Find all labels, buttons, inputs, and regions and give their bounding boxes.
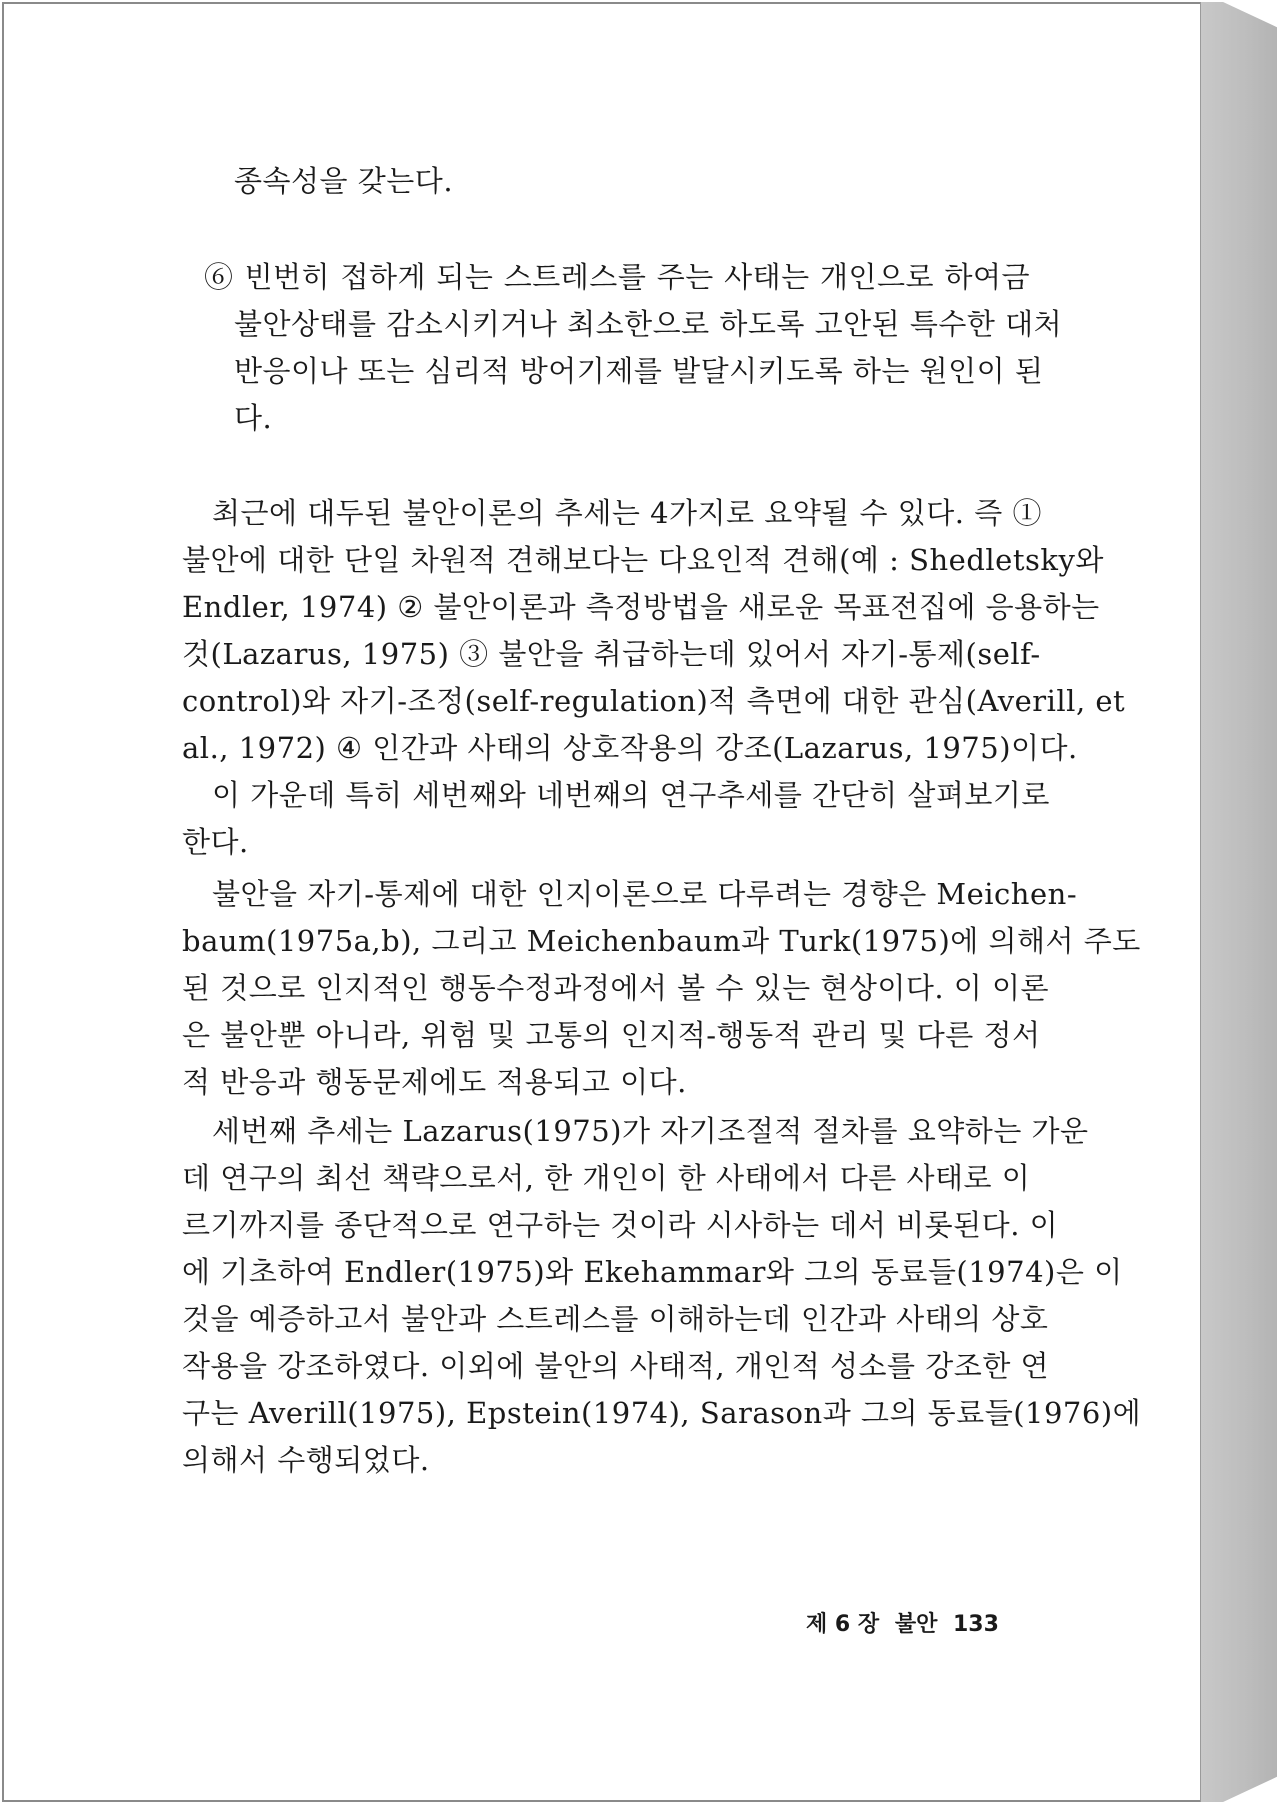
text-line: 종속성을 갖는다.	[234, 164, 454, 198]
text-line: 것(Lazarus, 1975) ③ 불안을 취급하는데 있어서 자기-통제(self-	[182, 637, 1041, 671]
text-line: 작용을 강조하였다. 이외에 불안의 사태적, 개인적 성소를 강조한 연	[182, 1349, 1050, 1383]
text-line: ⑥ 빈번히 접하게 되는 스트레스를 주는 사태는 개인으로 하여금	[204, 260, 1030, 294]
page-number: 133	[953, 1612, 999, 1637]
page-stack-edge	[1200, 2, 1277, 1802]
text-line: baum(1975a,b), 그리고 Meichenbaum과 Turk(1975)에 의해서 주도	[182, 924, 1141, 958]
text-line: 최근에 대두된 불안이론의 추세는 4가지로 요약될 수 있다. 즉 ①	[212, 496, 1042, 530]
footer-title: 불안	[894, 1612, 938, 1637]
footer-chapter: 제 6 장	[806, 1612, 880, 1637]
text-line: 한다.	[182, 825, 249, 859]
text-line: 구는 Averill(1975), Epstein(1974), Sarason과 그의 동료들(1976)에	[182, 1396, 1142, 1430]
text-line: Endler, 1974) ② 불안이론과 측정방법을 새로운 목표전집에 응용하는	[182, 590, 1100, 624]
text-line: control)와 자기-조정(self-regulation)적 측면에 대한 관심(Averill, et	[182, 684, 1126, 718]
text-line: 다.	[234, 401, 273, 435]
text-line: 르기까지를 종단적으로 연구하는 것이라 시사하는 데서 비롯된다. 이	[182, 1208, 1059, 1242]
text-line: 반응이나 또는 심리적 방어기제를 발달시키도록 하는 원인이 된	[234, 354, 1044, 388]
text-line: 데 연구의 최선 책략으로서, 한 개인이 한 사태에서 다른 사태로 이	[182, 1161, 1031, 1195]
text-line: 세번째 추세는 Lazarus(1975)가 자기조절적 절차를 요약하는 가운	[212, 1114, 1089, 1148]
text-line: 불안을 자기-통제에 대한 인지이론으로 다루려는 경향은 Meichen-	[212, 877, 1078, 911]
text-line: al., 1972) ④ 인간과 사태의 상호작용의 강조(Lazarus, 1975)이다.	[182, 731, 1078, 765]
text-line: 것을 예증하고서 불안과 스트레스를 이해하는데 인간과 사태의 상호	[182, 1302, 1049, 1336]
text-line: 이 가운데 특히 세번째와 네번째의 연구추세를 간단히 살펴보기로	[212, 778, 1050, 812]
text-line: 에 기초하여 Endler(1975)와 Ekehammar와 그의 동료들(1974)은 이	[182, 1255, 1123, 1289]
text-line: 불안에 대한 단일 차원적 견해보다는 다요인적 견해(예 : Shedletsky와	[182, 543, 1104, 577]
text-line: 된 것으로 인지적인 행동수정과정에서 볼 수 있는 현상이다. 이 이론	[182, 971, 1050, 1005]
text-line: 의해서 수행되었다.	[182, 1443, 430, 1477]
running-footer	[806, 1607, 1007, 1638]
text-line: 적 반응과 행동문제에도 적용되고 이다.	[182, 1065, 687, 1099]
text-line: 불안상태를 감소시키거나 최소한으로 하도록 고안된 특수한 대처	[234, 307, 1063, 341]
text-line: 은 불안뿐 아니라, 위험 및 고통의 인지적-행동적 관리 및 다른 정서	[182, 1018, 1041, 1052]
